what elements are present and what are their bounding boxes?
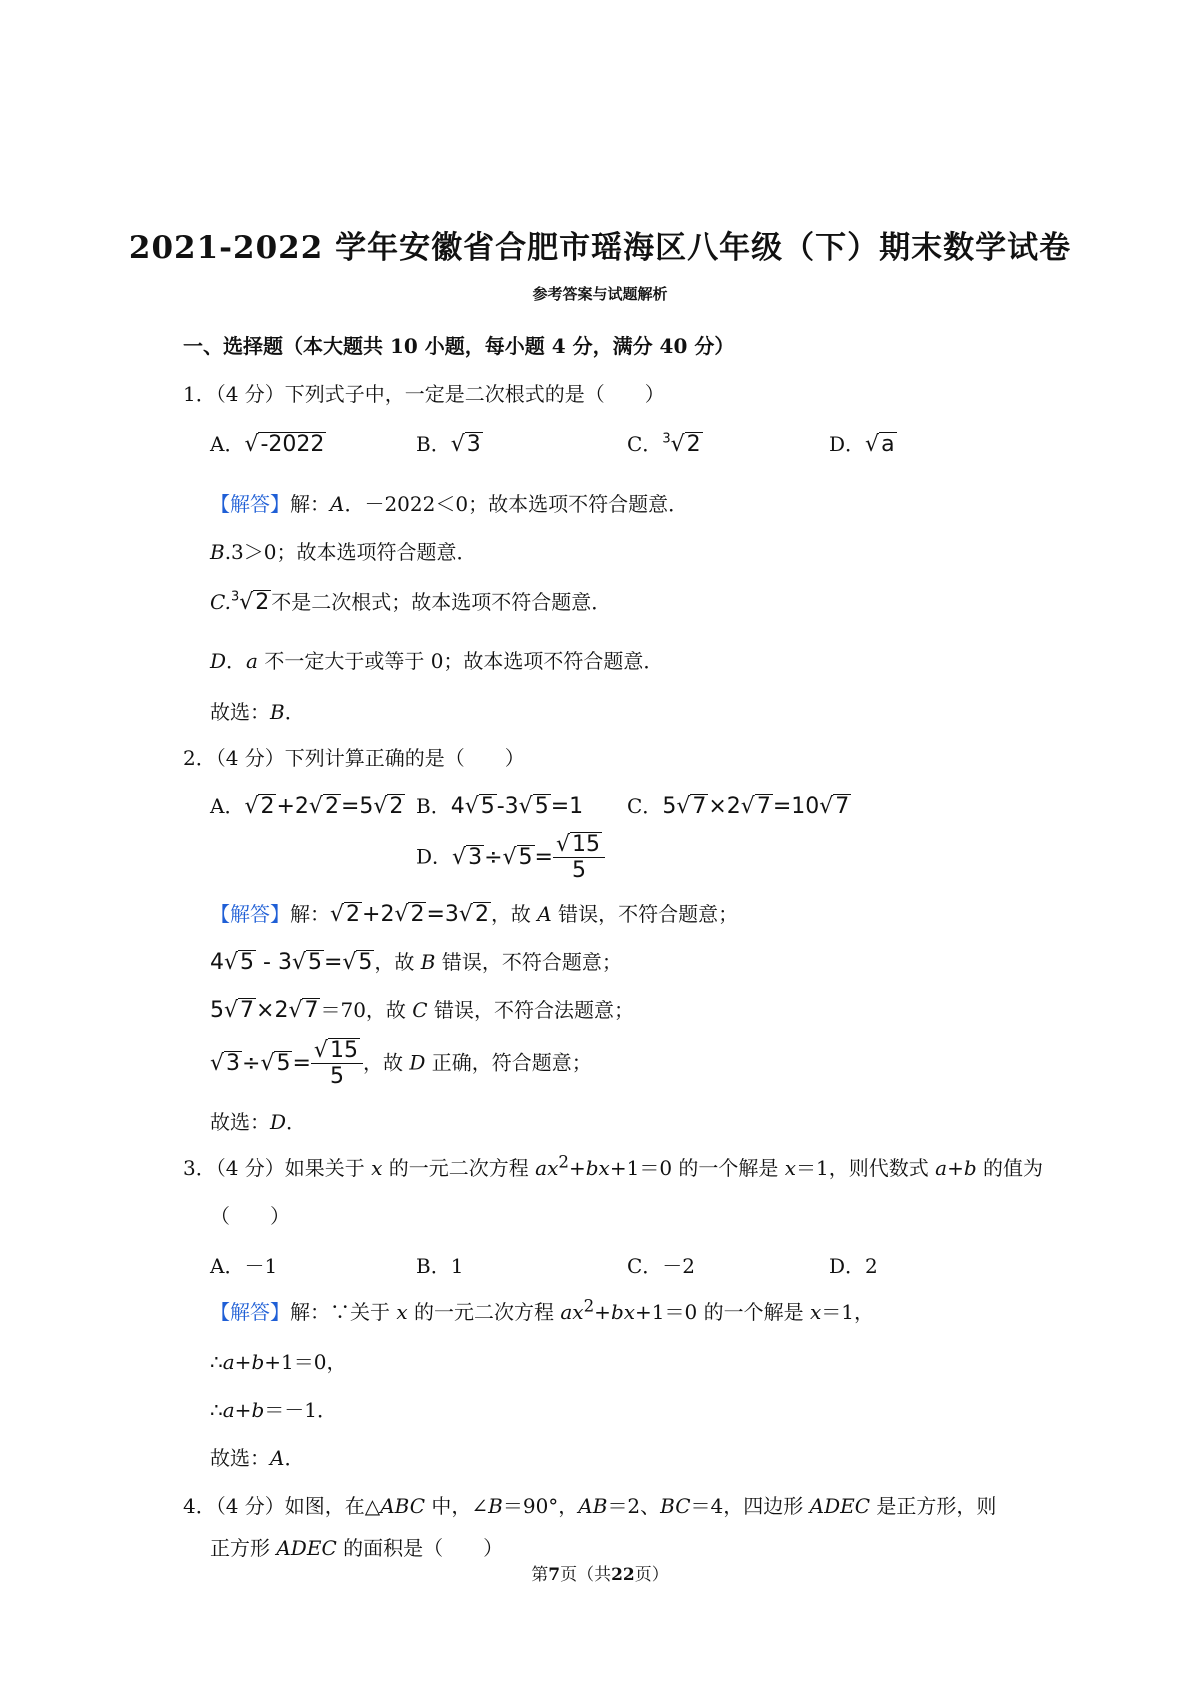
q3-choose bbox=[210, 1442, 304, 1471]
q2-choose bbox=[210, 1106, 306, 1135]
root-index: 3 bbox=[230, 589, 240, 605]
text: ＝2、 bbox=[607, 1494, 661, 1518]
text: 错误，不符合题意； bbox=[551, 902, 739, 926]
q3-option-d: D．2 bbox=[829, 1254, 878, 1278]
var: B bbox=[420, 950, 436, 974]
denominator: 5 bbox=[329, 1064, 344, 1090]
var: D bbox=[270, 1110, 287, 1134]
q1-answer-line-2 bbox=[210, 536, 477, 565]
radicand: 15 bbox=[329, 1038, 358, 1063]
math-text: ×2 bbox=[708, 794, 741, 819]
var: C. bbox=[210, 590, 231, 614]
radicand: 7 bbox=[835, 794, 850, 819]
q2-stem: 2．（4 分）下列计算正确的是（ ） bbox=[183, 746, 525, 770]
radicand: 15 bbox=[572, 832, 601, 857]
text: ，故 bbox=[362, 1050, 410, 1075]
paper-subtitle: 参考答案与试题解析 bbox=[532, 285, 668, 303]
q1-option-b: B．√3 bbox=[416, 432, 481, 457]
exponent: 2 bbox=[583, 1296, 595, 1316]
q3-option-a: A．－1 bbox=[210, 1254, 278, 1278]
radicand: 2 bbox=[686, 432, 701, 457]
denominator: 5 bbox=[572, 858, 586, 884]
q3-option-c: C．－2 bbox=[627, 1254, 696, 1278]
radicand: 5 bbox=[240, 950, 255, 975]
q2-answer-line-4: √3÷√5= $\frac{√15}{5}$ ，故 D 正确，符合题意； bbox=[210, 1038, 592, 1090]
option-label: D． bbox=[416, 844, 453, 869]
text: ＝－1． bbox=[264, 1398, 337, 1422]
var: AB bbox=[578, 1494, 608, 1518]
answer-tag: 【解答】 bbox=[210, 1300, 290, 1324]
text: 解：∵关于 bbox=[290, 1300, 397, 1324]
fraction: $\frac{√15}{5}$ bbox=[553, 832, 605, 883]
var: x bbox=[809, 1300, 822, 1324]
text: 3．（4 分）如果关于 bbox=[183, 1156, 372, 1180]
text: ．－2022＜0；故本选项不符合题意． bbox=[344, 492, 689, 516]
text: + bbox=[594, 1300, 611, 1324]
text: ∴ bbox=[210, 1350, 223, 1374]
radicand: 5 bbox=[534, 794, 549, 819]
radicand: 2 bbox=[389, 794, 404, 819]
page-total: 22 bbox=[611, 1565, 635, 1585]
text: 页（共 bbox=[560, 1565, 612, 1585]
text: 错误，不符合法题意； bbox=[427, 998, 634, 1022]
var: b bbox=[251, 1398, 265, 1422]
q2-option-a: A．√2+2√2=5√2 bbox=[210, 794, 404, 819]
q2-option-d: D．√3÷√5= $\frac{√15}{5}$ bbox=[416, 832, 605, 883]
radicand: 2 bbox=[410, 902, 425, 927]
q2-answer-line-2: 4√5 - 3√5=√5 ，故 B 错误，不符合题意； bbox=[210, 950, 622, 975]
q3-stem bbox=[183, 1152, 1043, 1181]
text: ＝1，则代数式 bbox=[796, 1156, 936, 1180]
text: 正方形 bbox=[210, 1536, 277, 1560]
exponent: 2 bbox=[558, 1152, 569, 1172]
q1-answer-line-3: C.$^3$√2 不是二次根式；故本选项不符合题意． bbox=[210, 589, 612, 615]
var: bx bbox=[585, 1156, 610, 1180]
root-index: 3 bbox=[662, 431, 671, 447]
radicand: 2 bbox=[260, 794, 275, 819]
radicand: 2 bbox=[255, 590, 270, 615]
var: B bbox=[488, 1494, 503, 1518]
text: 中，∠ bbox=[425, 1494, 489, 1518]
q4-stem-line-2 bbox=[210, 1532, 503, 1561]
text: +1＝0 的一个解是 bbox=[609, 1156, 785, 1180]
text: 第 bbox=[531, 1565, 549, 1585]
var: A bbox=[330, 492, 345, 516]
radicand: a bbox=[881, 432, 895, 457]
radicand: 7 bbox=[756, 794, 771, 819]
math-text: =1 bbox=[550, 794, 584, 819]
radicand: 2 bbox=[474, 902, 489, 927]
math-text: -3 bbox=[496, 794, 519, 819]
text: ，故 bbox=[490, 902, 538, 926]
text: ＝1， bbox=[821, 1300, 874, 1324]
text: 的值为 bbox=[976, 1156, 1044, 1180]
text: 不是二次根式；故本选项不符合题意． bbox=[271, 590, 612, 614]
q2-answer-line-3: 5√7×2√7 ＝70，故 C 错误，不符合法题意； bbox=[210, 998, 634, 1023]
var: ax bbox=[560, 1300, 584, 1324]
text: 的一元二次方程 bbox=[407, 1300, 561, 1324]
q1-answer-line-4 bbox=[210, 645, 663, 674]
text: ． bbox=[284, 700, 305, 724]
answer-tag: 【解答】 bbox=[210, 902, 290, 926]
var: ADEC bbox=[809, 1494, 871, 1518]
q1-stem: 1．（4 分）下列式子中，一定是二次根式的是（ ） bbox=[183, 382, 665, 406]
var: a bbox=[935, 1156, 948, 1180]
math-text: 4 bbox=[450, 794, 465, 819]
var: A bbox=[537, 902, 552, 926]
var: a bbox=[222, 1398, 235, 1422]
text: 的面积是（ ） bbox=[336, 1536, 504, 1560]
var: BC bbox=[660, 1494, 691, 1518]
text: 解： bbox=[290, 492, 330, 516]
radicand: 5 bbox=[276, 1050, 291, 1076]
option-label: C． bbox=[627, 432, 663, 456]
text: + bbox=[947, 1156, 964, 1180]
text: 是正方形，则 bbox=[870, 1494, 997, 1518]
text: 页） bbox=[634, 1565, 669, 1585]
text: + bbox=[234, 1350, 252, 1374]
text: ∴ bbox=[210, 1398, 223, 1422]
text: + bbox=[234, 1398, 252, 1422]
var: ax bbox=[535, 1156, 559, 1180]
radicand: 5 bbox=[358, 950, 373, 975]
text: +1＝0， bbox=[264, 1350, 347, 1374]
option-label: D． bbox=[829, 432, 866, 456]
var: x bbox=[784, 1156, 797, 1180]
q3-paren: （ ） bbox=[210, 1204, 290, 1228]
radicand: 5 bbox=[307, 950, 322, 975]
text: ． bbox=[286, 1110, 307, 1134]
radicand: 5 bbox=[518, 844, 533, 870]
q1-choose bbox=[210, 696, 305, 725]
text: .3＞0；故本选项符合题意． bbox=[224, 540, 477, 564]
q1-option-a: A．√-2022 bbox=[210, 432, 325, 457]
q2-answer-line-1: 【解答】解：√2+2√2=3√2 ，故 A 错误，不符合题意； bbox=[210, 902, 739, 927]
q3-answer-line-2 bbox=[210, 1346, 346, 1375]
text: ＝4，四边形 bbox=[690, 1494, 810, 1518]
radicand: 3 bbox=[468, 844, 483, 870]
var: ABC bbox=[380, 1494, 426, 1518]
text: 错误，不符合题意； bbox=[435, 950, 622, 974]
radicand: 7 bbox=[304, 998, 319, 1023]
answer-tag: 【解答】 bbox=[210, 492, 290, 516]
var: b bbox=[963, 1156, 977, 1180]
math-text: =5 bbox=[340, 794, 374, 819]
var: ADEC bbox=[276, 1536, 337, 1560]
page-footer bbox=[0, 1560, 1200, 1585]
math-text: 5 bbox=[662, 794, 677, 819]
text: + bbox=[568, 1156, 586, 1180]
math-text: = bbox=[534, 844, 553, 870]
radicand: 3 bbox=[466, 432, 481, 457]
q1-answer-line-1 bbox=[210, 488, 688, 517]
var: D bbox=[409, 1050, 426, 1075]
fraction: $\frac{√15}{5}$ bbox=[311, 1038, 363, 1089]
text: 故选： bbox=[210, 700, 270, 724]
q3-option-b: B．1 bbox=[416, 1254, 464, 1278]
q3-answer-line-1 bbox=[210, 1296, 874, 1325]
var: A bbox=[270, 1446, 285, 1470]
option-label: A． bbox=[210, 432, 245, 456]
option-label: B． bbox=[416, 794, 451, 818]
text: 解： bbox=[290, 902, 330, 926]
q1-option-c: C．$^3$√2 bbox=[627, 431, 701, 457]
text: 的一元二次方程 bbox=[382, 1156, 536, 1180]
radicand: 5 bbox=[480, 794, 495, 819]
text: 故选： bbox=[210, 1446, 270, 1470]
section-heading: 一、选择题（本大题共 10 小题，每小题 4 分，满分 40 分） bbox=[183, 334, 735, 358]
radicand: 3 bbox=[226, 1050, 241, 1076]
var: a bbox=[222, 1350, 235, 1374]
paper-title: 2021-2022 学年安徽省合肥市瑶海区八年级（下）期末数学试卷 bbox=[128, 230, 1072, 266]
text: 故选： bbox=[210, 1110, 270, 1134]
text: 4．（4 分）如图，在△ bbox=[183, 1494, 381, 1518]
var: x bbox=[396, 1300, 408, 1324]
radicand: 7 bbox=[240, 998, 255, 1023]
q2-option-b: B．4√5-3√5=1 bbox=[416, 794, 584, 819]
var: a bbox=[246, 649, 258, 673]
math-text: +2 bbox=[276, 794, 309, 819]
var: B bbox=[210, 540, 225, 564]
text: ． bbox=[226, 649, 247, 673]
text: 正确，符合题意； bbox=[425, 1050, 592, 1075]
option-label: C． bbox=[627, 794, 663, 818]
radicand: 7 bbox=[692, 794, 707, 819]
radicand: 2 bbox=[346, 902, 361, 927]
option-label: A． bbox=[210, 794, 245, 818]
option-label: B． bbox=[416, 432, 451, 456]
radicand: -2022 bbox=[260, 432, 325, 457]
text: ． bbox=[284, 1446, 305, 1470]
var: D bbox=[210, 649, 227, 673]
q1-option-d: D．√a bbox=[829, 432, 895, 457]
var: B bbox=[270, 700, 285, 724]
var: x bbox=[371, 1156, 383, 1180]
var: b bbox=[251, 1350, 265, 1374]
math-text: ÷ bbox=[484, 844, 503, 870]
var: bx bbox=[610, 1300, 636, 1324]
text: ，故 bbox=[374, 950, 421, 974]
math-text: =10 bbox=[772, 794, 820, 819]
text: 不一定大于或等于 0；故本选项不符合题意． bbox=[257, 649, 664, 673]
text: +1＝0 的一个解是 bbox=[635, 1300, 810, 1324]
var: C bbox=[412, 998, 428, 1022]
text: ＝90°， bbox=[502, 1494, 579, 1518]
q3-answer-line-3 bbox=[210, 1394, 337, 1423]
q4-stem-line-1 bbox=[183, 1490, 996, 1519]
radicand: 2 bbox=[324, 794, 339, 819]
text: ＝70，故 bbox=[320, 998, 413, 1022]
page-number: 7 bbox=[548, 1565, 561, 1585]
q2-option-c: C．5√7×2√7=10√7 bbox=[627, 794, 850, 819]
